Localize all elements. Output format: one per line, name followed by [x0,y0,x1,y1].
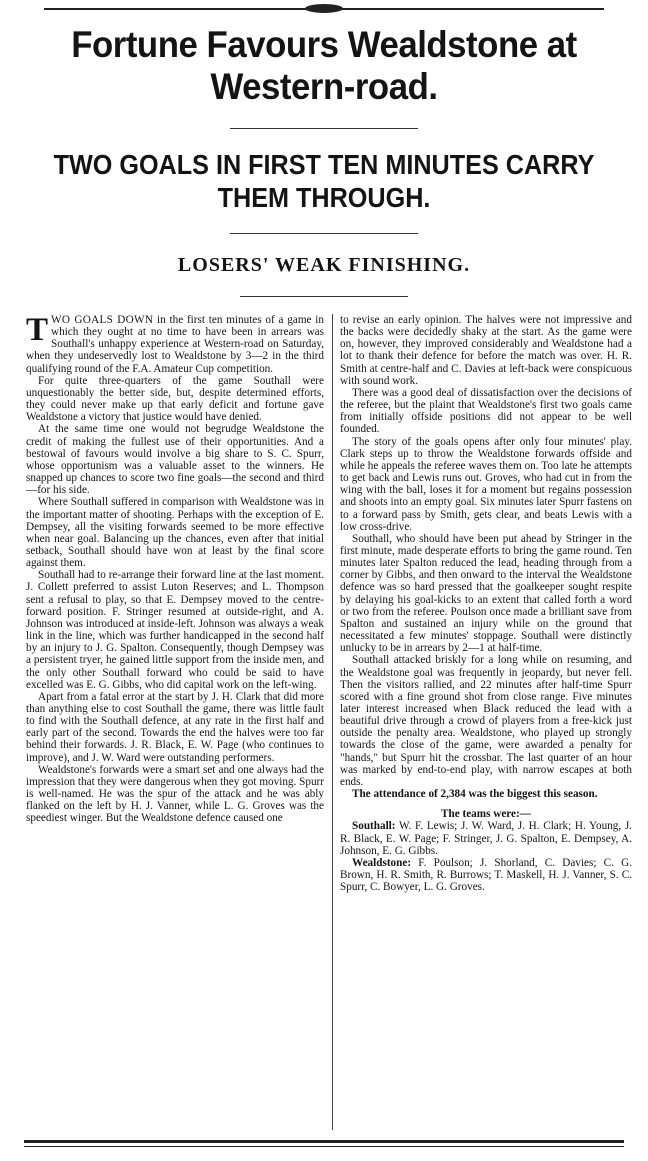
team-lineup-southall [340,820,632,856]
bottom-rule-thin [24,1146,624,1147]
team-lineup-wealdstone [340,857,632,893]
bottom-rule-thick [24,1140,624,1143]
article-paragraph: Southall had to re-arrange their forward line at the last moment. J. Collett preferred to assist Luton Reserves; and L. Thompson sent a refusal to play, so that E. Dempsey moved to the centre-forward position. F. Stringer resumed at outside-right, and A. Johnson was introduced at inside-left. Johnson was always a weak link in the line, which was further handicapped in the second half by an injury to J. G. Spalton. Consequently, though Dempsey was a persistent tryer, he gained little support from the inside men, and the only other Southall forward who could be said to have excelled was E. G. Gibbs, who did capital work on the left-wing. [26,569,324,691]
article-paragraph: Apart from a fatal error at the start by J. H. Clark that did more than anything else to cost Southall the game, there was little fault to find with the Southall defence, at any rate in the first half and early part of the second. Towards the end the halves were too far behind their forwards. J. R. Black, E. W. Page (who continues to improve), and J. W. Ward were outstanding performers. [26,690,324,764]
team-name: Wealdstone: [352,856,412,869]
main-headline: Fortune Favours Wealdstone at Western-road. [71,24,577,107]
article-paragraph: For quite three-quarters of the game Southall were unquestionably the better side, but, despite determined efforts, they could never make up that early deficit and fortune gave Wealdstone a victory that justice would have denied. [26,374,324,424]
team-players: W. F. Lewis; J. W. Ward, J. H. Clark; H. Young, J. R. Black, E. W. Page; F. Stringer, J. G. Spalton, E. Dempsey, A. Johnson, E. G. Gibbs. [340,820,632,857]
article-paragraph: There was a good deal of dissatisfaction over the decisions of the referee, but the plaint that Wealdstone's first two goals came from initially offside positions did not appear to be well founded. [340,386,632,436]
sub-headline: TWO GOALS IN FIRST TEN MINUTES CARRY THEM THROUGH. [53,149,595,213]
teams-heading: The teams were:— [441,808,531,821]
attendance-paragraph: The attendance of 2,384 was the biggest this season. [352,788,598,801]
article-paragraph: The story of the goals opens after only four minutes' play. Clark steps up to throw the Wealdstone forwards offside and while he appeals the referee waves them on. Too late he attempts to get back and Lewis runs out. Groves, who had cut in from the wing with the ball, loses it for a moment but regains possession and shoots into an empty goal. Six minutes later Spurr fastens on to a forward pass by Smith, gets clear, and beats Lewis with a low cross-drive. [340,435,632,533]
column-divider [332,314,333,1130]
tertiary-divider [240,296,408,297]
subheadline-divider [230,233,418,234]
lead-paragraph [26,314,324,375]
article-paragraph: Where Southall suffered in comparison with Wealdstone was in the important matter of shooting. Perhaps with the exception of E. Dempsey, all the visiting forwards seemed to be more effective when near goal. Balancing up the chances, even after that initial setback, Southall should have won at least by the final score against them. [26,496,324,570]
article-paragraph: Wealdstone's forwards were a smart set and one always had the impression that they were dangerous when they got moving. Spurr is well-named. He was the spur of the attack and he was ably flanked on the left by H. J. Vanner, while L. G. Groves was the speediest winger. But the Wealdstone defence caused one [26,763,324,825]
drop-cap: T [26,314,49,348]
article-paragraph: Southall attacked briskly for a long while on resuming, and the Wealdstone goal was frequently in jeopardy, but never fell. Then the visitors rallied, and 22 minutes after half-time Spurr scored with a fine ground shot from close range. Five minutes later interest increased when Black reduced the lead with a beautiful drive through a crowd of players from a free-kick just outside the penalty area. Wealdstone, who played up strongly towards the close of the game, were awarded a penalty for "hands," but Spurr hit the crossbar. The last quarter of an hour was marked by end-to-end play, with narrow escapes at both ends. [340,654,632,788]
article-column-right [340,314,632,1134]
team-name: Southall: [352,820,396,833]
article-paragraph: Southall, who should have been put ahead by Stringer in the first minute, made desperate efforts to bring the game round. Ten minutes later Spalton reduced the lead, heading through from a corner by Gibbs, and then onward to the interval the Wealdstone defence was so hard pressed that the goalkeeper sought respite by delaying his goal-kicks to an extent that called forth a word or two from the referee. Poulson once made a brilliant save from Spalton and sustained an injury while on the ground that necessitated a few minutes' stoppage. Southall were distinctly unlucky to be in arrears by 2—1 at half-time. [340,532,632,655]
headline-divider [230,128,418,129]
lead-text: in the first ten minutes of a game in which they ought at no time to have been in arrears was Southall's unhappy experience at Western-road on Saturday, when they undeservedly lost to Wealdstone by 3—2 in the third qualifying round of the F.A. Amateur Cup competition. [26,314,324,375]
top-ornament-rule [44,8,604,10]
article-paragraph: to revise an early opinion. The halves were not impressive and the backs were decidedly shaky at the start. As the game were on, however, they improved considerably and Wealdstone had a lot to thank their defence for before the match was over. H. R. Smith at centre-half and C. Davies at left-back were conspicuous with sound work. [340,314,632,387]
article-column-left [26,314,324,1134]
tertiary-headline: LOSERS' WEAK FINISHING. [177,254,471,276]
lead-caps: WO GOALS DOWN [51,314,154,326]
article-paragraph: At the same time one would not begrudge Wealdstone the credit of making the fullest use of their opportunities. And a bestowal of favours would involve a big share to S. C. Spurr, whose opportunism was a valuable asset to the winners. He snapped up chances to score two fine goals—the second and third—for his side. [26,423,324,497]
team-players: F. Poulson; J. Shorland, C. Davies; C. G. Brown, H. R. Smith, R. Burrows; T. Maskell, H. J. Vanner, S. C. Spurr, C. Bowyer, L. G. Groves. [340,856,632,894]
